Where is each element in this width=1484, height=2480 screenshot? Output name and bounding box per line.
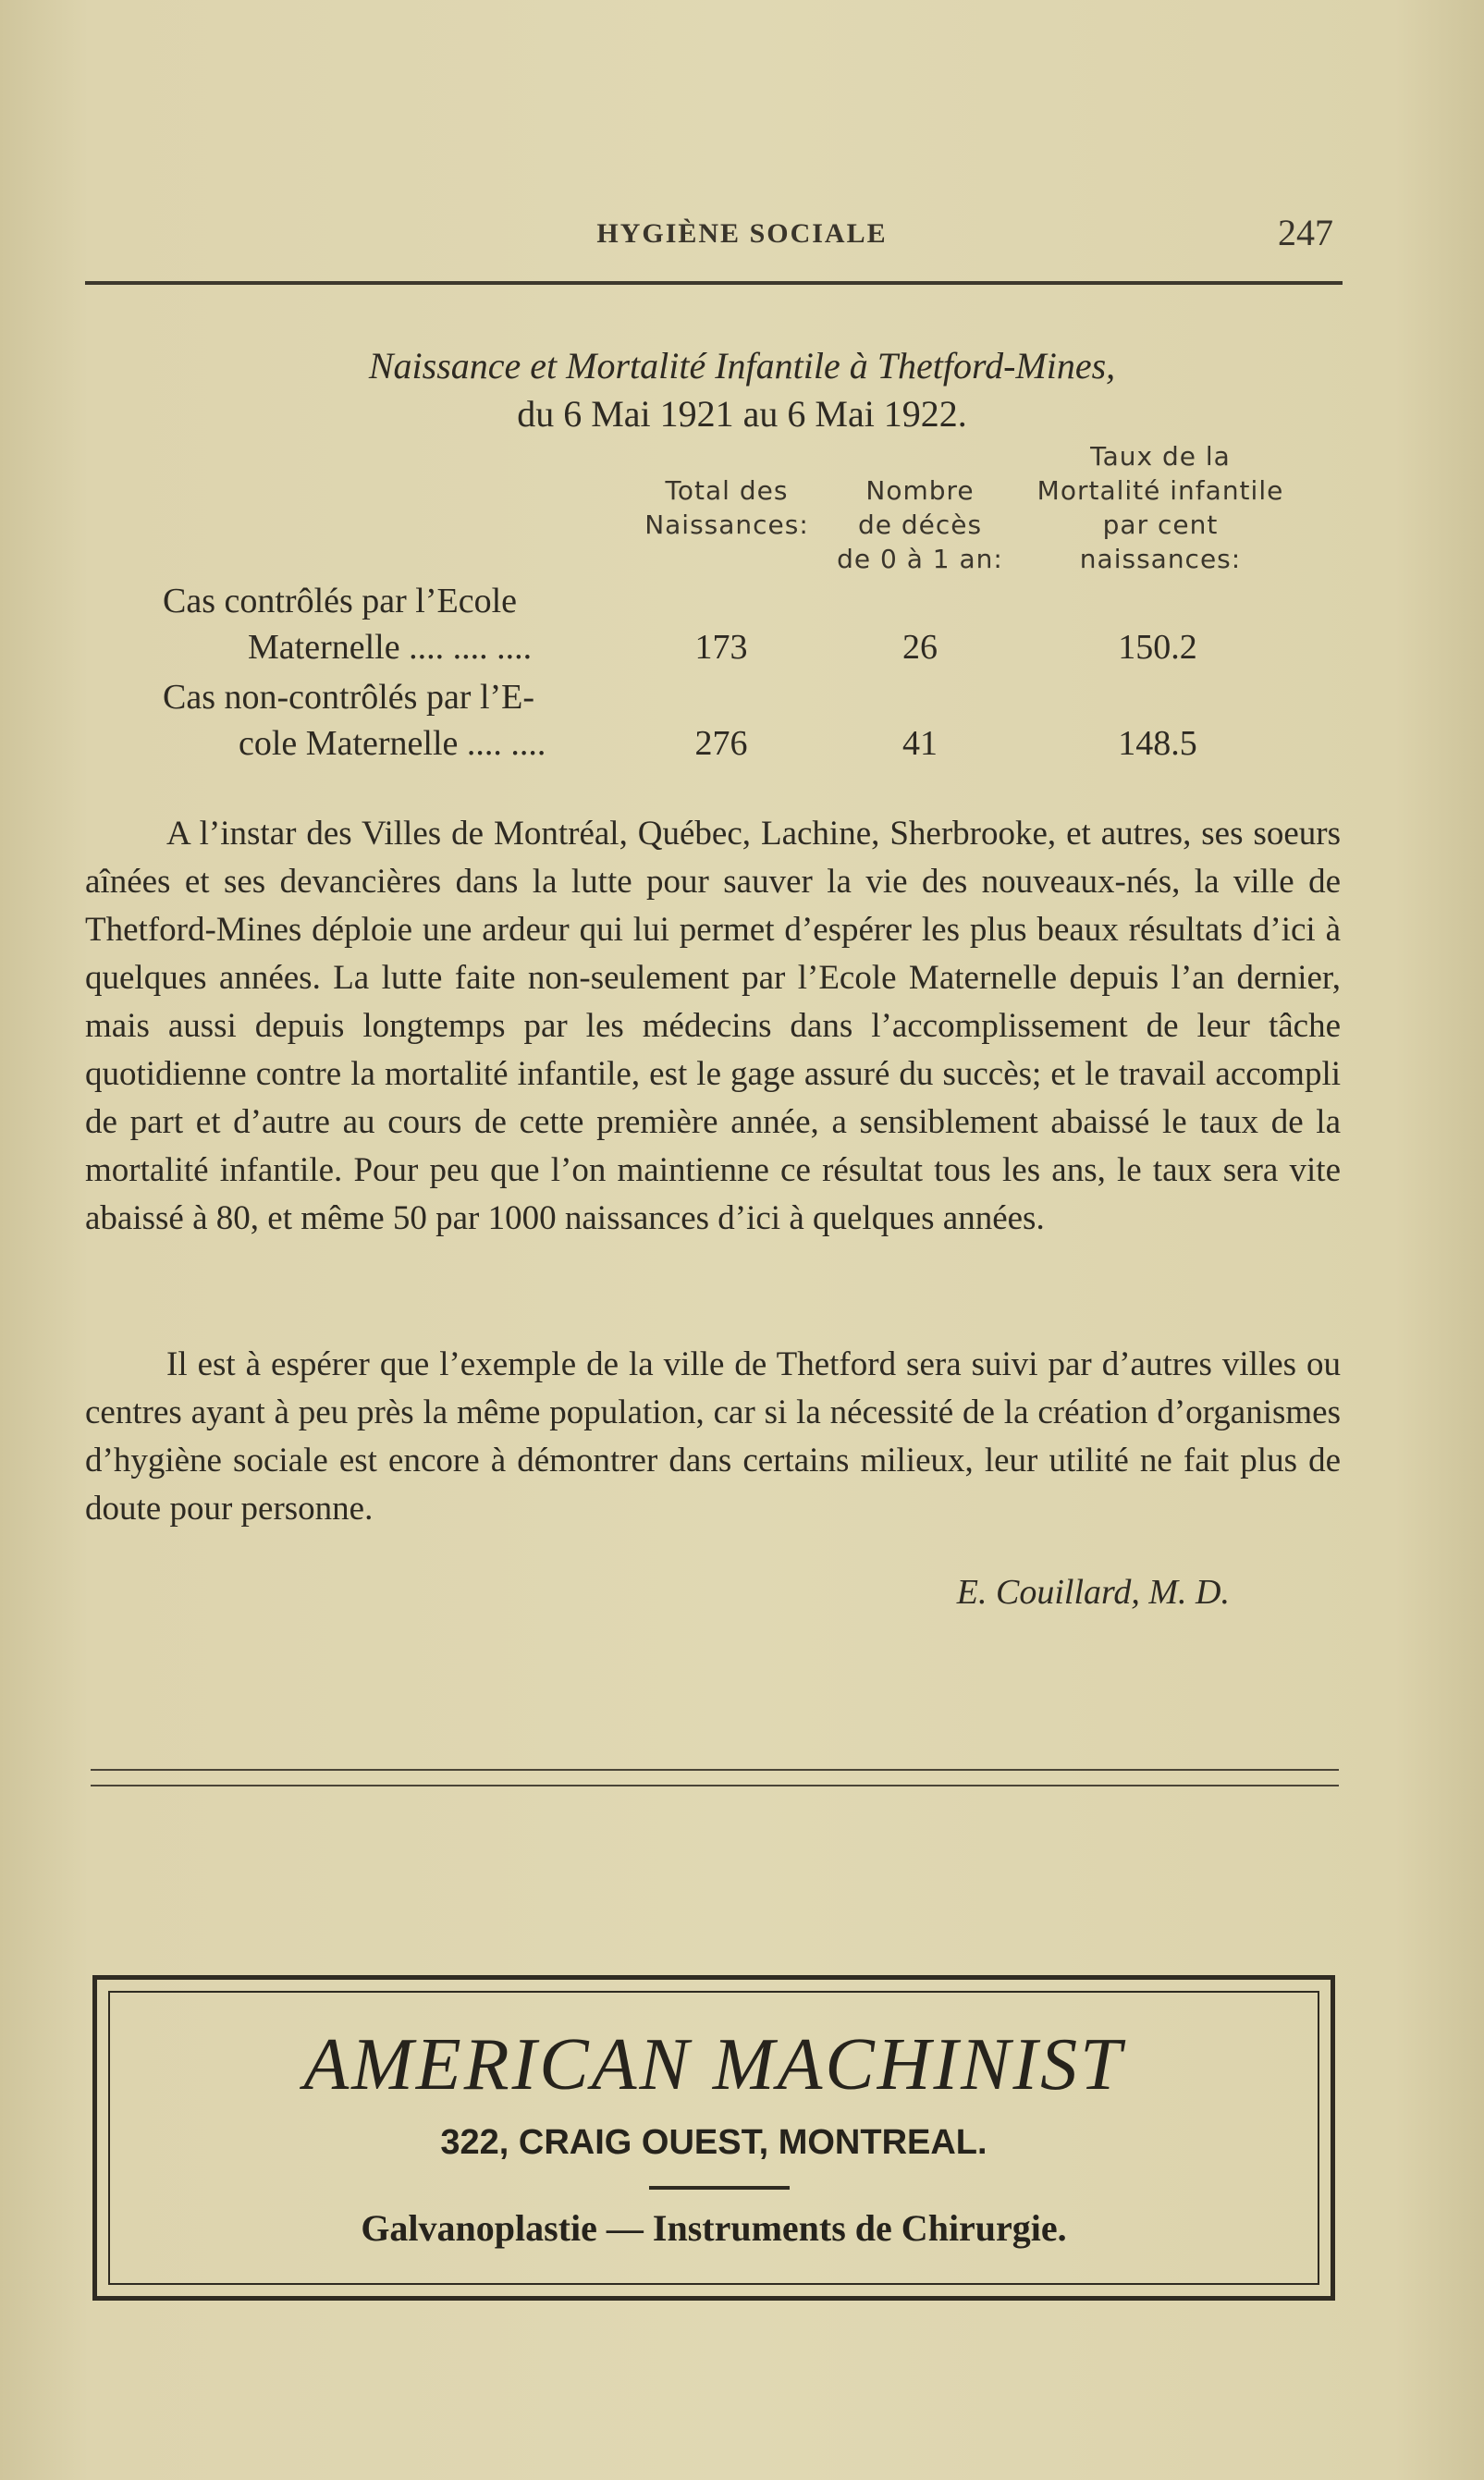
table-cell-taux: 148.5 xyxy=(1118,724,1197,763)
table-cell-deces: 41 xyxy=(902,724,938,763)
body-paragraph: A l’instar des Villes de Montréal, Québec, Lachine, Sherbrooke, et autres, ses soeurs aînées et ses devancières dans la lutte pour sauver la vie des nouveaux-nés, la ville de Thetford-Mines déploie une ardeur qui lui permet d’espérer les plus beaux résultats d’ici à quelques années. La lutte faite non-seulement par l’Ecole Maternelle depuis l’an dernier, mais aussi depuis longtemps par les médecins dans l’accomplissement de leur tâche quotidienne contre la mortalité infantile, est le gage assuré du succès; et le travail accompli de part et d’autre au cours de cette première année, a sensiblement abaissé le taux de la mortalité infantile. Pour peu que l’on maintienne ce résultat tous les ans, le taux sera vite abaissé à 80, et même 50 par 1000 naissances d’ici à quelques années. xyxy=(85,815,1341,1237)
column-header-total: Total des Naissances: xyxy=(644,475,809,540)
table-row-label-cont: cole Maternelle .... .... xyxy=(239,724,546,763)
body-paragraph: Il est à espérer que l’exemple de la ville de Thetford sera suivi par d’autres villes ou centres ayant à peu près la même population, car si la nécessité de la création d’organismes d’hygiène sociale est encore à démontrer dans certains milieux, leur utilité ne fait plus de doute pour personne. xyxy=(85,1345,1341,1528)
author-signature: E. Couillard, M. D. xyxy=(956,1573,1230,1612)
table-row-label-cont: Maternelle .... .... .... xyxy=(248,628,533,667)
table-cell-total: 173 xyxy=(694,628,748,667)
advertisement-rule xyxy=(649,2186,790,2190)
table-row-label: Cas contrôlés par l’Ecole xyxy=(163,582,518,620)
section-divider-top xyxy=(91,1769,1339,1771)
section-divider-bottom xyxy=(91,1785,1339,1786)
table-cell-taux: 150.2 xyxy=(1118,628,1197,667)
page-number: 247 xyxy=(1278,212,1333,253)
header-rule xyxy=(85,281,1343,285)
running-title: HYGIÈNE SOCIALE xyxy=(596,218,888,249)
advertisement-services: Galvanoplastie — Instruments de Chirurgie. xyxy=(361,2207,1067,2249)
advertisement-address: 322, CRAIG OUEST, MONTREAL. xyxy=(440,2123,987,2162)
column-header-deces: Nombre de décès de 0 à 1 an: xyxy=(837,475,1003,574)
table-caption-dates: du 6 Mai 1921 au 6 Mai 1922. xyxy=(517,393,967,435)
table-caption-title: Naissance et Mortalité Infantile à Thetford-Mines, xyxy=(368,345,1116,387)
column-header-taux: Taux de la Mortalité infantile par cent naissances: xyxy=(1036,441,1284,574)
advertisement-title: AMERICAN MACHINIST xyxy=(303,2024,1124,2106)
table-cell-total: 276 xyxy=(694,724,748,763)
table-row-label: Cas non-contrôlés par l’E- xyxy=(163,678,535,717)
table-cell-deces: 26 xyxy=(902,628,938,667)
